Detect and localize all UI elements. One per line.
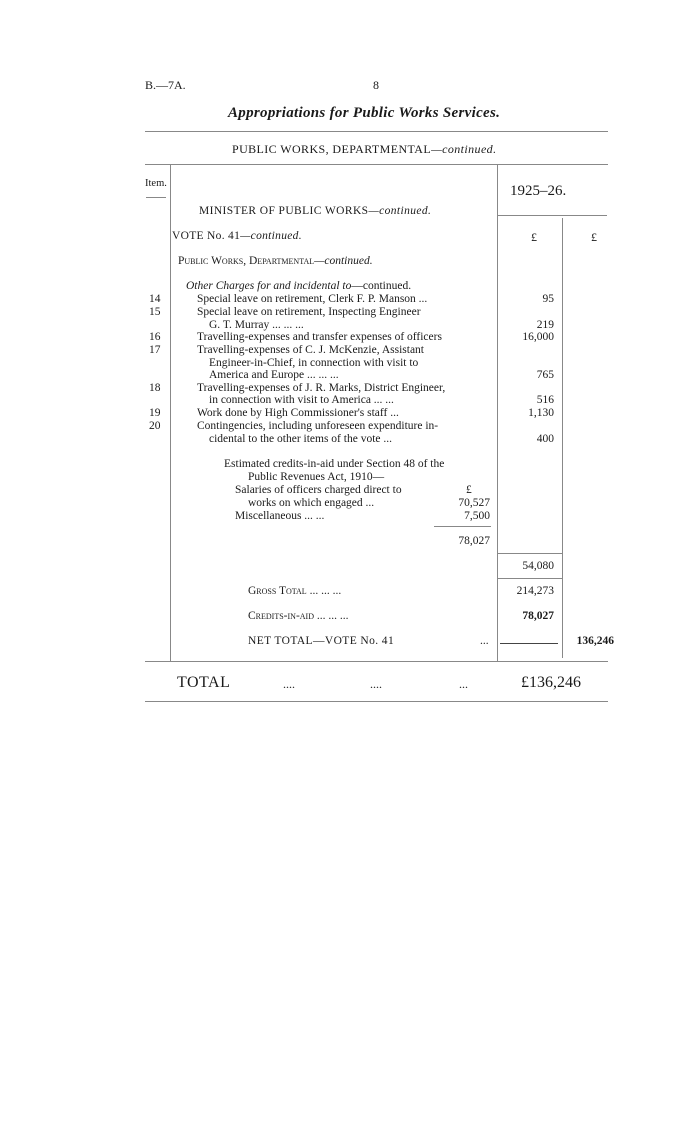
item-number: 17 [149, 344, 161, 356]
credits-salaries-label-cont: works on which engaged ... [248, 497, 375, 509]
net-total-label: NET TOTAL—VOTE No. 41 [248, 635, 395, 647]
grand-total-dots: .... [283, 677, 295, 691]
item-amount: 219 [536, 319, 554, 331]
subsection-heading-main: Public Works, Departmental [178, 255, 315, 267]
currency-symbol-col1: £ [531, 230, 537, 244]
net-total-dash [500, 643, 558, 644]
column-total-rule [497, 553, 562, 554]
item-description: Contingencies, including unforeseen expenditure in- [197, 420, 439, 432]
credits-heading-cont: Public Revenues Act, 1910— [248, 471, 385, 483]
charges-subheading-rest: —continued. [351, 280, 412, 292]
credits-salaries-label: Salaries of officers charged direct to [235, 484, 402, 496]
item-description: Work done by High Commissioner's staff ... [197, 407, 399, 419]
vote-heading-continued: —continued. [240, 230, 302, 242]
item-description-cont: in connection with visit to America ... ... [209, 394, 394, 406]
credits-misc-label: Miscellaneous ... ... [235, 510, 325, 522]
item-description: Travelling-expenses and transfer expenses of officers [197, 331, 442, 343]
item-number: 19 [149, 407, 161, 419]
item-column-divider [170, 165, 171, 661]
item-description: Special leave on retirement, Inspecting Engineer [197, 306, 421, 318]
item-number: 16 [149, 331, 161, 343]
document-reference: B.—7A. [145, 78, 186, 92]
minister-heading-main: MINISTER OF PUBLIC WORKS [199, 205, 369, 217]
charges-subheading [186, 280, 411, 292]
item-description-cont: G. T. Murray ... ... ... [209, 319, 304, 331]
item-amount: 16,000 [522, 331, 554, 343]
grand-total-dots: .... [370, 677, 382, 691]
item-amount: 765 [536, 369, 554, 381]
gross-total-label: Gross Total ... ... ... [248, 585, 342, 597]
credits-heading: Estimated credits-in-aid under Section 48 of the [224, 458, 445, 470]
item-amount: 516 [536, 394, 554, 406]
table-top-rule [145, 164, 608, 165]
item-amount: 95 [542, 293, 554, 305]
year-header: 1925–26. [510, 183, 567, 199]
grand-total-label: TOTAL [177, 674, 231, 691]
section-heading [232, 142, 496, 157]
item-description: Travelling-expenses of J. R. Marks, District Engineer, [197, 382, 446, 394]
item-header-underline [146, 197, 166, 198]
item-number: 15 [149, 306, 161, 318]
net-total-dots: ... [480, 635, 489, 647]
credits-in-aid-label: Credits-in-aid ... ... ... [248, 610, 349, 622]
credits-currency-symbol: £ [466, 484, 472, 496]
subsection-heading-continued: —continued. [314, 255, 373, 267]
section-heading-continued: —continued. [431, 142, 497, 156]
minister-heading [199, 205, 431, 217]
year-underline [497, 215, 607, 216]
net-total-amount: 136,246 [576, 635, 614, 647]
gross-total-amount: 214,273 [516, 585, 554, 597]
grand-total-amount: £136,246 [521, 674, 581, 691]
item-number: 20 [149, 420, 161, 432]
item-column-header: Item. [145, 178, 167, 189]
section-heading-main: PUBLIC WORKS, DEPARTMENTAL [232, 142, 432, 156]
column-total: 54,080 [522, 560, 554, 572]
credits-in-aid-amount: 78,027 [522, 610, 554, 622]
total-column-divider [562, 218, 563, 658]
item-number: 14 [149, 293, 161, 305]
item-description-cont: America and Europe ... ... ... [209, 369, 339, 381]
grand-total-dots: ... [459, 677, 468, 691]
page-number: 8 [373, 78, 379, 92]
gross-total-rule [497, 578, 562, 579]
credits-salaries-amount: 70,527 [458, 497, 490, 509]
vote-heading [172, 230, 302, 242]
item-description-cont: cidental to the other items of the vote ... [209, 433, 392, 445]
item-amount: 400 [536, 433, 554, 445]
item-number: 18 [149, 382, 161, 394]
table-bottom-rule [145, 661, 608, 662]
item-description: Special leave on retirement, Clerk F. P. Manson ... [197, 293, 428, 305]
subsection-heading [178, 255, 373, 267]
credits-misc-amount: 7,500 [464, 510, 490, 522]
header-rule [145, 131, 608, 132]
vote-heading-main: VOTE No. 41 [172, 230, 241, 242]
minister-heading-continued: —continued. [368, 205, 432, 217]
amount-column-divider [497, 165, 498, 661]
item-amount: 1,130 [528, 407, 554, 419]
charges-subheading-italic: Other Charges for and incidental to [186, 280, 352, 292]
page-title: Appropriations for Public Works Services. [228, 105, 501, 121]
item-description-cont: Engineer-in-Chief, in connection with visit to [209, 357, 419, 369]
credits-subtotal-rule [434, 526, 491, 527]
currency-symbol-col2: £ [591, 230, 597, 244]
item-description: Travelling-expenses of C. J. McKenzie, Assistant [197, 344, 424, 356]
credits-subtotal: 78,027 [458, 535, 490, 547]
footer-rule [145, 701, 608, 702]
